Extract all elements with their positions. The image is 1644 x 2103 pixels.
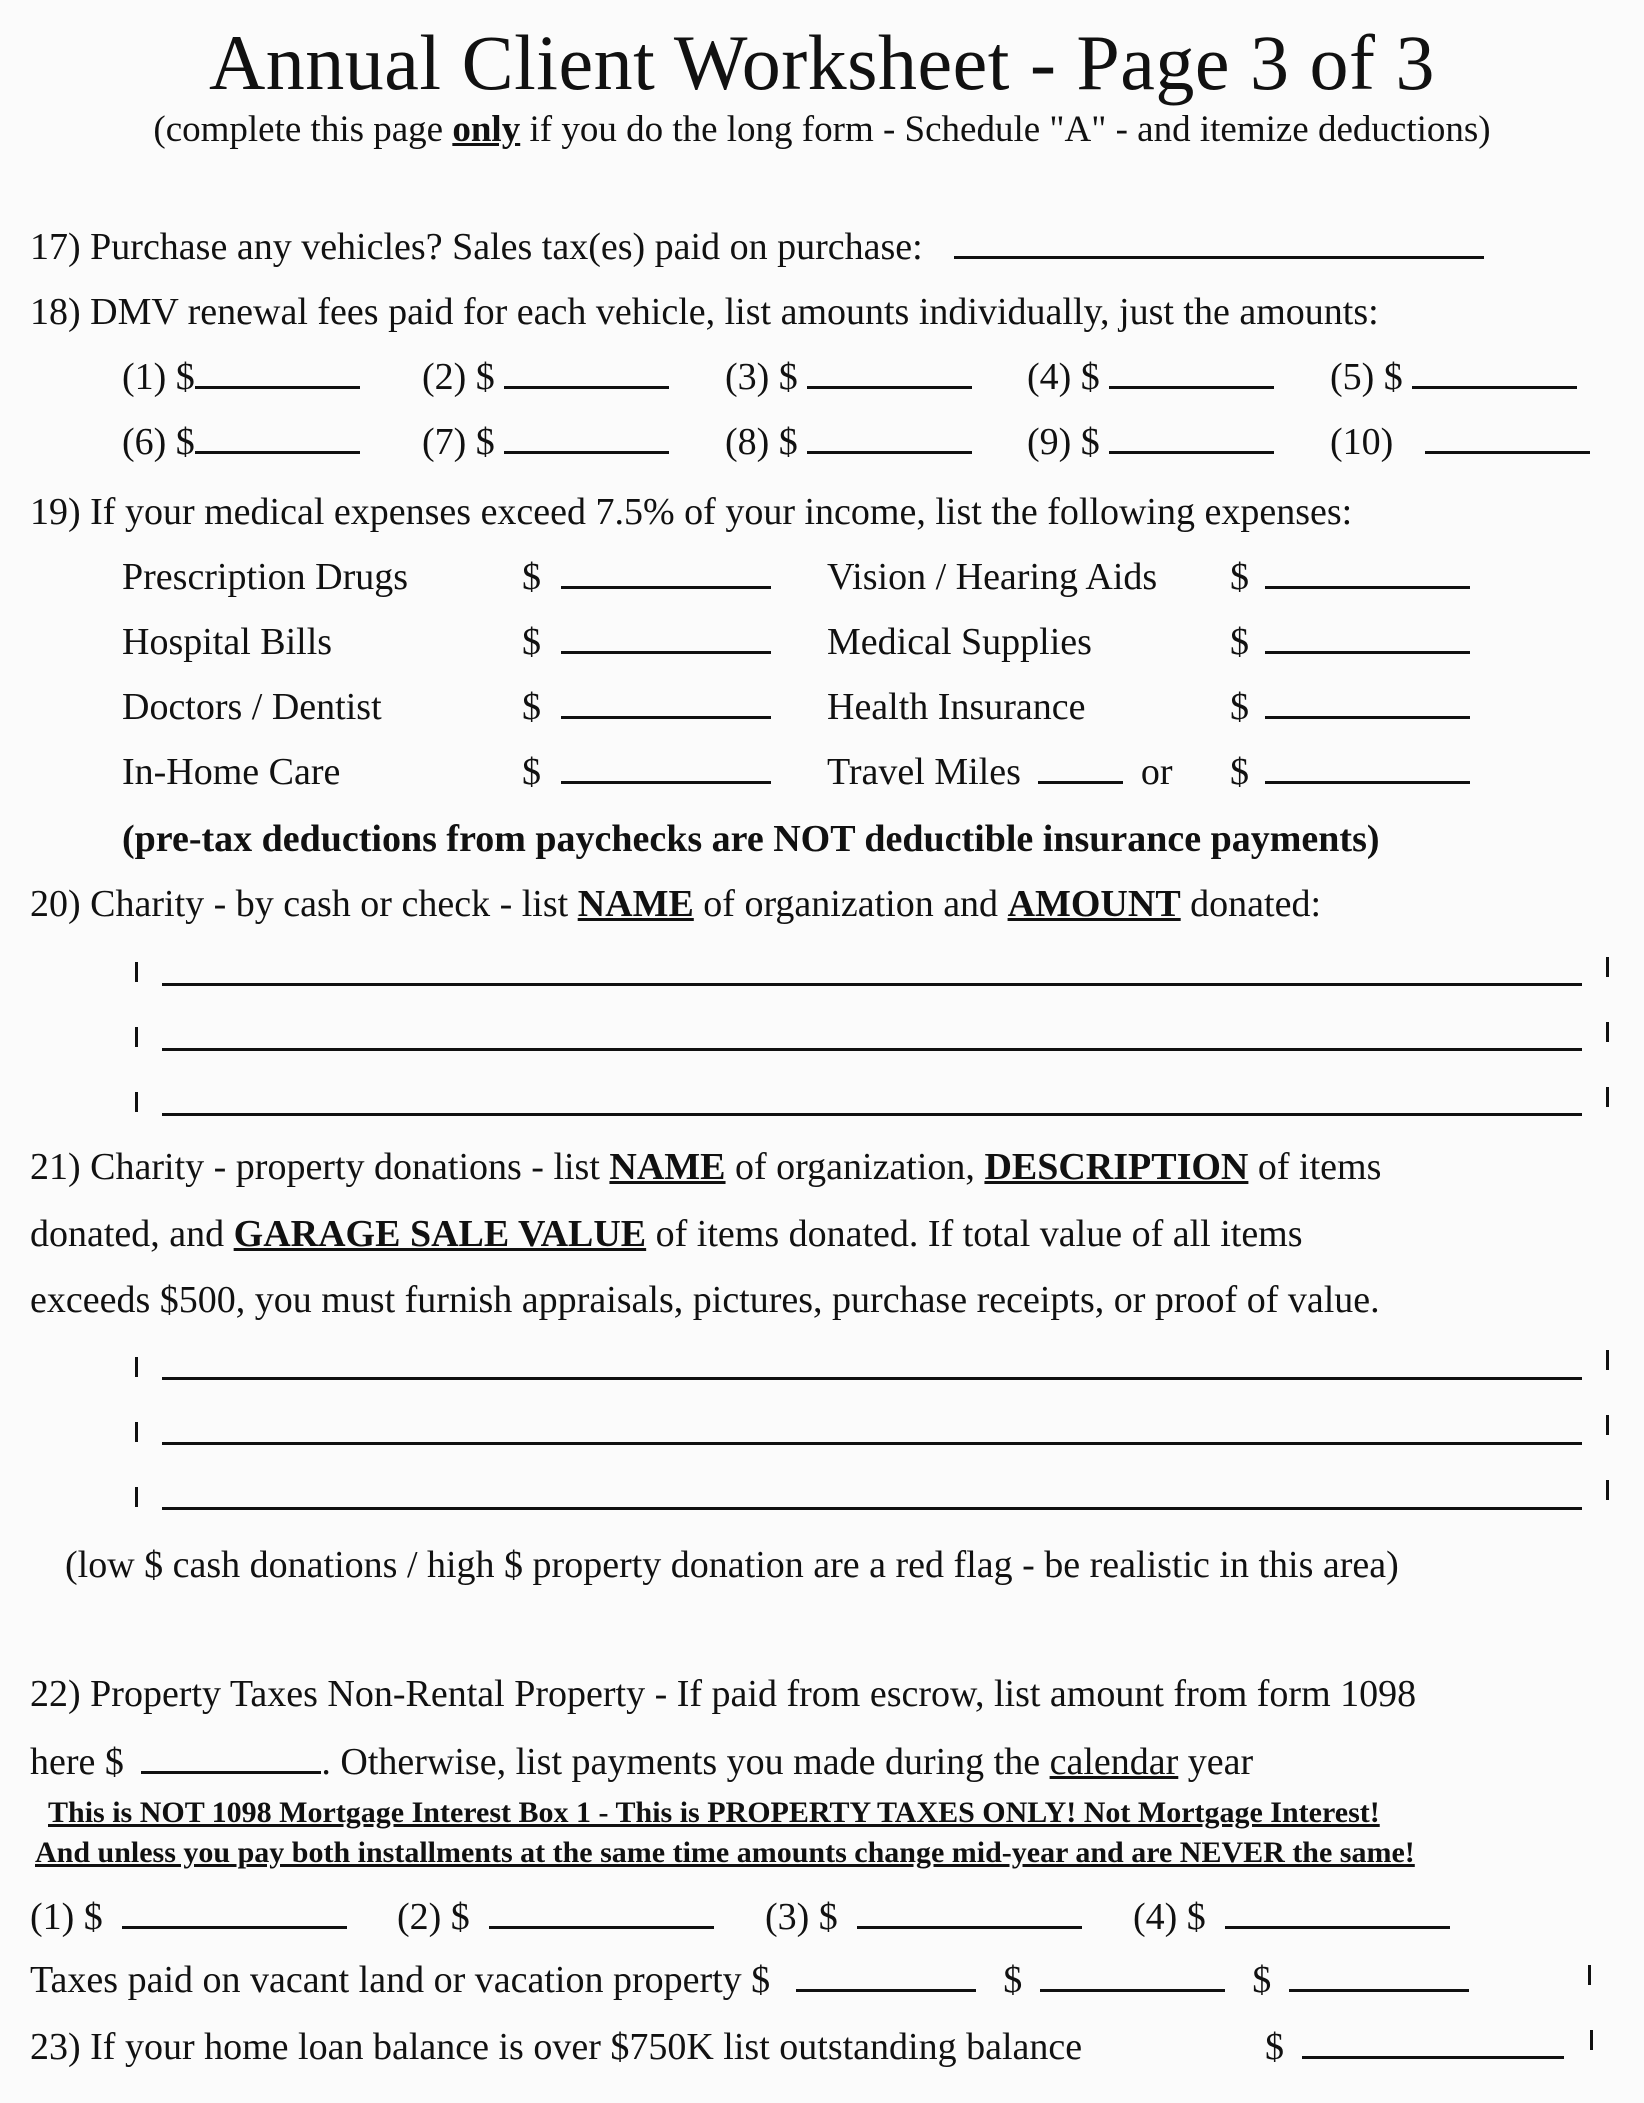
q21-description-emph: DESCRIPTION [984,1146,1249,1188]
q22-field-1[interactable] [122,1896,347,1929]
q20-line-2[interactable] [162,1048,1582,1051]
q19-insurance-row: $ [1230,685,1470,729]
q19-travel-amount-field[interactable] [1265,751,1470,784]
q19-supplies-label: Medical Supplies [827,621,1092,663]
q19-vision-field[interactable] [1265,556,1470,589]
q21-tick-l3 [135,1487,138,1507]
q19-travel-or: or [1140,751,1173,793]
q18-field-5[interactable] [1412,356,1577,389]
q22-line-2: here $ . Otherwise, list payments you made during the calendar year [30,1741,1254,1783]
q21-line-3: exceeds $500, you must furnish appraisals, pictures, purchase receipts, or proof of value. [30,1279,1380,1321]
q18-item-3: (3) $ [725,355,972,399]
q21-tick-l2 [135,1422,138,1442]
subtitle-pre: (complete this page [153,109,444,150]
q19-hospital-row: $ [522,620,771,664]
q21-line-a[interactable] [162,1377,1582,1380]
q19-inhome-row: $ [522,750,771,794]
q17-sales-tax-field[interactable] [954,226,1484,259]
q19-hospital-field[interactable] [561,621,771,654]
q23-tick-r [1590,2030,1593,2050]
q19-inhome-field[interactable] [561,751,771,784]
q21-tick-r1 [1606,1350,1609,1370]
q18-item-6: (6) $ [122,420,360,464]
q22-item-1: (1) $ [30,1895,347,1939]
q20-label: 20) Charity - by cash or check - list NAME of organization and AMOUNT donated: [30,883,1322,925]
subtitle-post: if you do the long form - Schedule "A" - and itemize deductions) [529,109,1491,150]
page-title: Annual Client Worksheet - Page 3 of 3 [208,19,1436,106]
q20-tick-r3 [1606,1087,1609,1107]
q18-label: 18) DMV renewal fees paid for each vehicle, list amounts individually, just the amounts: [30,291,1379,333]
q22-line-1: 22) Property Taxes Non-Rental Property - If paid from escrow, list amount from form 1098 [30,1673,1417,1715]
q18-item-5: (5) $ [1330,355,1577,399]
q19-hospital-label: Hospital Bills [122,621,333,663]
q18-field-10[interactable] [1425,421,1590,454]
q17-label: 17) Purchase any vehicles? Sales tax(es) paid on purchase: [30,226,923,268]
q23-balance-field[interactable] [1302,2026,1564,2059]
q18-item-9: (9) $ [1027,420,1274,464]
q18-field-2[interactable] [504,356,669,389]
q19-travel-amount-row: $ [1230,750,1470,794]
q22-warning-1: This is NOT 1098 Mortgage Interest Box 1 - This is PROPERTY TAXES ONLY! Not Mortgage Interest! [48,1796,1380,1829]
q20-tick-l3 [135,1092,138,1112]
q18-item-1: (1) $ [122,355,360,399]
q18-item-10: (10) [1330,420,1590,464]
q20-line-3[interactable] [162,1113,1582,1116]
q19-supplies-row: $ [1230,620,1470,664]
q22-field-4[interactable] [1225,1896,1450,1929]
q20-tick-r2 [1606,1022,1609,1042]
q21-line-1: 21) Charity - property donations - list NAME of organization, DESCRIPTION of items [30,1146,1382,1188]
subtitle-only: only [452,109,521,150]
q18-field-1[interactable] [195,356,360,389]
q19-vision-row: $ [1230,555,1470,599]
q19-prescription-label: Prescription Drugs [122,556,409,598]
q22-vacant-row: Taxes paid on vacant land or vacation property $ $ $ [30,1958,1469,2002]
q21-line-c[interactable] [162,1507,1582,1510]
q22-tick-r [1588,1965,1591,1985]
q19-doctors-label: Doctors / Dentist [122,686,382,728]
q23-label: 23) If your home loan balance is over $750K list outstanding balance [30,2026,1083,2068]
q21-note: (low $ cash donations / high $ property donation are a red flag - be realistic in this area) [65,1544,1399,1586]
q20-tick-r1 [1606,957,1609,977]
q19-travel-label: Travel Miles [827,751,1021,793]
q19-insurance-field[interactable] [1265,686,1470,719]
q19-doctors-field[interactable] [561,686,771,719]
q19-supplies-field[interactable] [1265,621,1470,654]
q21-tick-l1 [135,1357,138,1377]
q21-line-2: donated, and GARAGE SALE VALUE of items donated. If total value of all items [30,1213,1303,1255]
q21-tick-r3 [1606,1480,1609,1500]
q19-doctors-row: $ [522,685,771,729]
q19-travel-row [827,750,1173,794]
q22-vacant-label: Taxes paid on vacant land or vacation property $ [30,1959,771,2001]
q17-row [30,225,1484,269]
q18-field-6[interactable] [195,421,360,454]
q18-item-7: (7) $ [422,420,669,464]
q20-amount-emph: AMOUNT [1007,883,1181,925]
page-subtitle [0,108,1644,151]
q20-tick-l2 [135,1027,138,1047]
q21-tick-r2 [1606,1415,1609,1435]
q19-inhome-label: In-Home Care [122,751,341,793]
q22-escrow-amount-field[interactable] [141,1741,321,1774]
q18-field-3[interactable] [807,356,972,389]
q22-calendar-emph: calendar [1049,1741,1179,1783]
q19-label: 19) If your medical expenses exceed 7.5% of your income, list the following expenses: [30,491,1353,533]
q19-insurance-label: Health Insurance [827,686,1086,728]
q18-field-9[interactable] [1109,421,1274,454]
q19-prescription-row: $ [522,555,771,599]
q18-field-8[interactable] [807,421,972,454]
q18-item-4: (4) $ [1027,355,1274,399]
q21-line-b[interactable] [162,1442,1582,1445]
q18-field-4[interactable] [1109,356,1274,389]
q19-note: (pre-tax deductions from paychecks are NOT deductible insurance payments) [122,818,1380,860]
q19-vision-label: Vision / Hearing Aids [827,556,1158,598]
q22-vacant-field-2[interactable] [1040,1959,1225,1992]
q21-name-emph: NAME [609,1146,726,1188]
q22-warning-2: And unless you pay both installments at the same time amounts change mid-year and are NEVER the same! [35,1836,1415,1869]
q23-row: $ [1265,2025,1564,2069]
q22-vacant-field-3[interactable] [1289,1959,1469,1992]
q18-field-7[interactable] [504,421,669,454]
q22-field-2[interactable] [489,1896,714,1929]
q22-vacant-field-1[interactable] [796,1959,976,1992]
q22-item-4: (4) $ [1133,1895,1450,1939]
q22-item-2: (2) $ [397,1895,714,1939]
q19-prescription-field[interactable] [561,556,771,589]
q20-line-1[interactable] [162,983,1582,986]
q22-field-3[interactable] [857,1896,1082,1929]
q18-item-2: (2) $ [422,355,669,399]
q20-tick-l1 [135,962,138,982]
q19-travel-miles-field[interactable] [1038,751,1123,784]
q22-item-3: (3) $ [765,1895,1082,1939]
q18-item-8: (8) $ [725,420,972,464]
q21-garage-value-emph: GARAGE SALE VALUE [233,1213,647,1255]
q20-name-emph: NAME [577,883,694,925]
